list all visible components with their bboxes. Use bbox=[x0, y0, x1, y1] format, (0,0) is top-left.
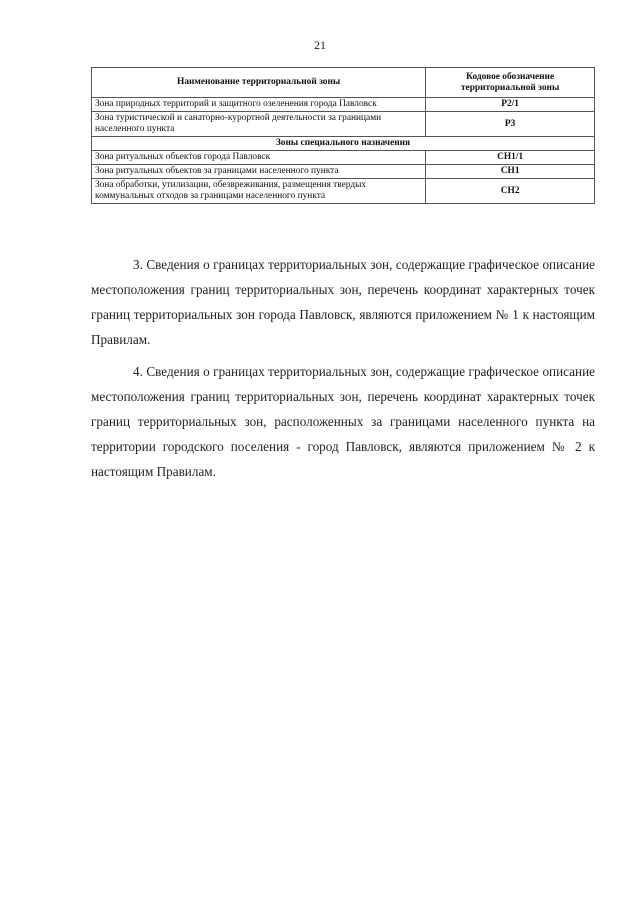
zone-name: Зона ритуальных объектов за границами населенного пункта bbox=[92, 165, 426, 179]
table-row bbox=[92, 151, 595, 165]
paragraph-3: 3. Сведения о границах территориальных зон, содержащие графическое описание местоположения границ территориальных зон, перечень координат характерных точек границ территориальных зон города Павловск, являются приложением № 1 к настоящим Правилам. bbox=[91, 257, 595, 347]
zone-code: СН2 bbox=[426, 179, 595, 204]
section-title: Зоны специального назначения bbox=[92, 137, 595, 151]
zone-code: Р3 bbox=[426, 112, 595, 137]
table-row bbox=[92, 112, 595, 137]
table-section-row bbox=[92, 137, 595, 151]
territorial-zones-table bbox=[91, 67, 595, 204]
zone-name: Зона ритуальных объектов города Павловск bbox=[92, 151, 426, 165]
zone-code: СН1/1 bbox=[426, 151, 595, 165]
table-row bbox=[92, 179, 595, 204]
zone-name: Зона обработки, утилизации, обезвреживания, размещения твердых коммунальных отходов за границами населенного пункта bbox=[92, 179, 426, 204]
table-row bbox=[92, 98, 595, 112]
header-zone-code: Кодовое обозначение территориальной зоны bbox=[426, 68, 595, 98]
zone-code: СН1 bbox=[426, 165, 595, 179]
zone-name: Зона природных территорий и защитного озеленения города Павловск bbox=[92, 98, 426, 112]
zone-code: Р2/1 bbox=[426, 98, 595, 112]
page-number: 21 bbox=[314, 38, 326, 52]
table-row bbox=[92, 165, 595, 179]
paragraph-4: 4. Сведения о границах территориальных зон, содержащие графическое описание местоположения границ территориальных зон, перечень координат характерных точек границ территориальных зон, расположенных за границами населенного пункта на территории городского поселения - город Павловск, являются приложением № 2 к настоящим Правилам. bbox=[91, 364, 595, 479]
table-header-row bbox=[92, 68, 595, 98]
zone-name: Зона туристической и санаторно-курортной деятельности за границами населенного пункта bbox=[92, 112, 426, 137]
header-zone-name: Наименование территориальной зоны bbox=[92, 68, 426, 98]
